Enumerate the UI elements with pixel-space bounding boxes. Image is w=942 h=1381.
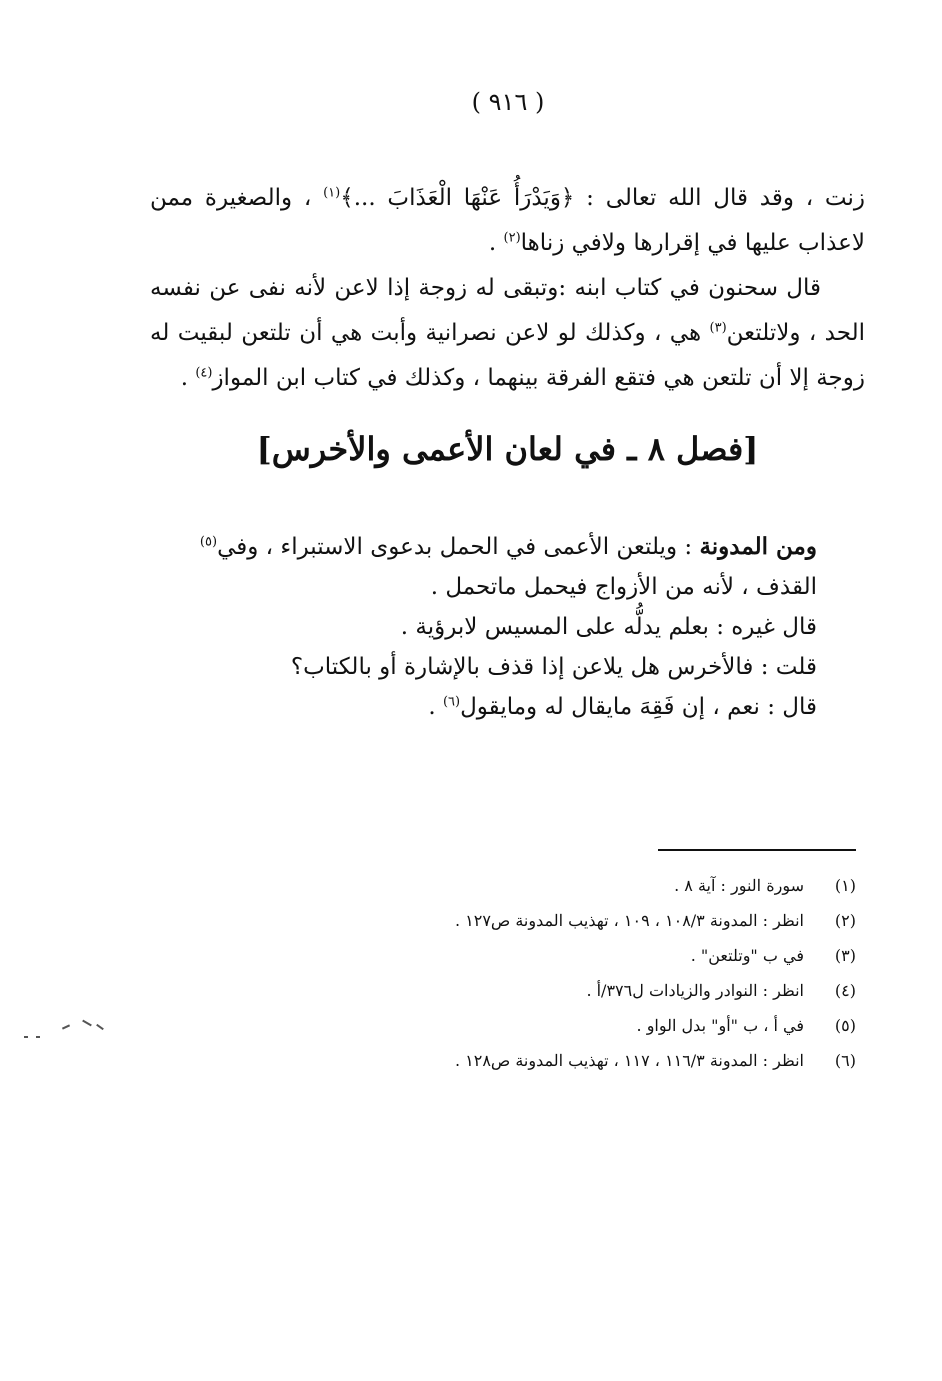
section-line-4 [150,687,865,727]
footnote-number: (٢) [834,911,856,930]
paragraph-2-text-a: قال سحنون في كتاب ابنه :وتبقى له زوجة إذا لاعن لأنه نفى عن نفسه الحد ، ولاتلتعن [150,275,865,346]
paragraph-1-end: . [488,230,504,256]
paragraph-1 [150,176,865,266]
footnote-item [300,1008,856,1043]
footnote-item [300,938,856,973]
footnote-text: في أ ، ب "أو" بدل الواو . [636,1016,804,1035]
footnote-ref-5: (٥) [199,534,218,550]
footnote-item [300,973,856,1008]
footnote-item [300,1043,856,1078]
footnote-separator [658,849,856,851]
scan-mark [24,1036,28,1038]
paragraph-1-text-b: ، والصغيرة ممن لاعذاب عليها في إقرارها ولافي زناها [150,185,865,256]
section-body [150,527,865,727]
footnote-ref-6: (٦) [442,694,461,710]
footnote-text: في ب "وتلتعن" . [690,946,804,965]
footnote-item [300,903,856,938]
footnote-ref-1: (١) [323,185,341,201]
footnote-number: (٥) [834,1016,856,1035]
footnote-text: انظر : النوادر والزيادات ل٣٧٦/أ . [586,981,804,1000]
footnote-number: (٤) [834,981,856,1000]
footnote-text: انظر : المدونة ١١٦/٣ ، ١١٧ ، تهذيب المدونة ص١٢٨ . [454,1051,804,1070]
section-line-3: قلت : فالأخرس هل يلاعن إذا قذف بالإشارة أو بالكتاب؟ [290,654,817,680]
scan-mark [62,1024,70,1029]
footnote-ref-2: (٢) [503,230,521,246]
section-line-2: قال غيره : بعلم يدلُّه على المسيس لابرؤية . [400,614,817,640]
footnote-text: سورة النور : آية ٨ . [674,876,804,895]
section-line-1-text-b: القذف ، لأنه من الأزواج فيحمل ماتحمل . [430,574,817,600]
footnote-ref-4: (٤) [195,365,213,381]
paragraph-2-text-b: هي ، وكذلك لو لاعن نصرانية وأبت هي أن تلتعن لبقيت له زوجة إلا أن تلتعن هي فتقع الفرقة بينهما ، وكذلك في كتاب ابن المواز [150,320,865,391]
paragraph-1-text-a: زنت ، وقد قال الله تعالى : ﴿وَيَدْرَأُ عَنْهَا الْعَذَابَ ...﴾ [340,185,865,211]
body-text [150,176,865,401]
page-number: ( ٩١٦ ) [471,88,545,116]
scan-mark [36,1036,40,1038]
footnote-number: (٦) [834,1051,856,1070]
section-heading: [فصل ٨ ـ في لعان الأعمى والأخرس] [256,430,759,468]
footnote-item [300,868,856,903]
footnote-ref-3: (٣) [709,320,727,336]
section-line-4-text-b: . [428,694,443,720]
scan-mark [82,1020,92,1027]
footnotes [300,868,856,1078]
paragraph-2-end: . [180,365,196,391]
section-line-1-text-a: : ويلتعن الأعمى في الحمل بدعوى الاستبراء ، وفي [217,534,700,560]
section-line-4-text-a: قال : نعم ، إن فَقِهَ مايقال له ومايقول [460,694,817,720]
paragraph-2 [150,266,865,401]
footnote-text: انظر : المدونة ١٠٨/٣ ، ١٠٩ ، تهذيب المدونة ص١٢٧ . [454,911,804,930]
footnote-number: (١) [834,876,856,895]
scan-mark [96,1024,104,1030]
scan-marks [20,1018,110,1048]
footnote-number: (٣) [834,946,856,965]
section-lead: ومن المدونة [699,533,817,560]
section-line-1 [150,527,865,607]
